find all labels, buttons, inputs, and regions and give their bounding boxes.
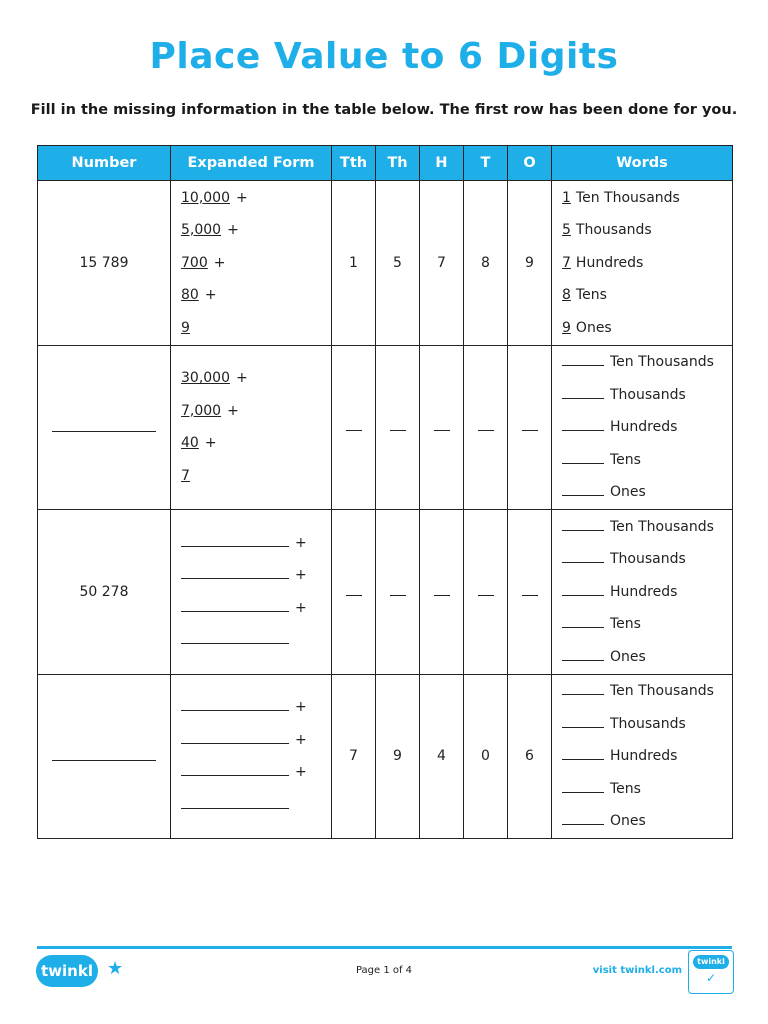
digit-blank[interactable] [390, 421, 406, 431]
words-blank[interactable] [562, 714, 604, 728]
words-line [562, 312, 732, 345]
digit-blank[interactable] [478, 421, 494, 431]
expanded-line [181, 427, 331, 460]
quality-badge [688, 950, 734, 994]
expanded-line [181, 789, 331, 822]
table-row [38, 674, 733, 839]
words-blank[interactable] [562, 681, 604, 695]
words-line [562, 379, 732, 412]
header-words: Words [552, 146, 733, 181]
header-thousands: Th [376, 146, 420, 181]
plus-sign: + [295, 731, 307, 748]
words-line [562, 346, 732, 379]
digit-value: 9 [525, 254, 534, 271]
digit-blank[interactable] [434, 421, 450, 431]
expanded-line [181, 460, 331, 493]
digit-value: 0 [481, 748, 490, 765]
digit-value: 4 [437, 748, 446, 765]
words-blank[interactable] [562, 482, 604, 496]
words-blank[interactable] [562, 450, 604, 464]
words-cell [552, 510, 733, 675]
words-digit: 7 [562, 254, 571, 271]
digit-cell-tens[interactable] [464, 345, 508, 510]
plus-sign: + [295, 567, 307, 584]
digit-blank[interactable] [478, 586, 494, 596]
words-label: Thousands [610, 386, 686, 403]
words-label: Ones [610, 813, 646, 829]
words-digit: 1 [562, 189, 571, 206]
expanded-value: 7,000 [181, 402, 222, 419]
visit-link[interactable]: visit twinkl.com [592, 965, 682, 976]
number-cell[interactable] [38, 345, 171, 510]
digit-cell-hundreds [420, 181, 464, 346]
check-icon: ✓ [705, 971, 717, 985]
digit-cell-ones[interactable] [508, 510, 552, 675]
words-digit: 8 [562, 287, 571, 303]
page-title: Place Value to 6 Digits [149, 36, 619, 77]
expanded-value: 9 [181, 319, 190, 336]
digit-cell-tens[interactable] [464, 510, 508, 675]
digit-blank[interactable] [434, 586, 450, 596]
expanded-line [181, 624, 331, 657]
words-line [562, 444, 732, 477]
badge-logo: twinkl [693, 955, 729, 969]
expanded-value: 40 [181, 435, 199, 452]
expanded-blank[interactable] [181, 596, 289, 612]
digit-cell-ones[interactable] [508, 345, 552, 510]
expanded-line [181, 182, 331, 215]
words-blank[interactable] [562, 385, 604, 399]
digit-cell-hundreds [420, 674, 464, 839]
expanded-line [181, 756, 331, 789]
digit-blank[interactable] [390, 586, 406, 596]
words-line [562, 411, 732, 444]
number-value: 50 278 [79, 583, 129, 600]
words-digit: 5 [562, 222, 571, 238]
header-expanded-form: Expanded Form [171, 146, 332, 181]
table-header-row [38, 146, 733, 181]
words-blank[interactable] [562, 352, 604, 366]
digit-blank[interactable] [522, 421, 538, 431]
words-line [562, 511, 732, 544]
words-blank[interactable] [562, 647, 604, 661]
table-row [38, 181, 733, 346]
words-line [562, 805, 732, 838]
number-value: 15 789 [79, 254, 129, 271]
number-blank[interactable] [52, 747, 156, 761]
expanded-line [181, 362, 331, 395]
plus-sign: + [204, 287, 217, 303]
words-line [562, 608, 732, 641]
words-blank[interactable] [562, 549, 604, 563]
words-line [562, 675, 732, 708]
header-ones: O [508, 146, 552, 181]
words-line [562, 543, 732, 576]
digit-cell-ten-thousands [332, 674, 376, 839]
words-cell [552, 345, 733, 510]
place-value-table [37, 145, 733, 839]
expanded-line [181, 724, 331, 757]
words-label: Ones [610, 484, 646, 500]
words-label: Ten Thousands [610, 518, 714, 535]
plus-sign: + [227, 222, 239, 238]
digit-cell-ten-thousands[interactable] [332, 510, 376, 675]
footer-divider [37, 946, 732, 949]
digit-cell-ten-thousands [332, 181, 376, 346]
words-blank[interactable] [562, 582, 604, 596]
digit-blank[interactable] [346, 421, 362, 431]
expanded-line [181, 247, 331, 280]
words-label: Tens [575, 287, 607, 303]
digit-value: 5 [393, 254, 402, 271]
words-label: Tens [610, 780, 641, 797]
words-blank[interactable] [562, 811, 604, 825]
number-cell [38, 510, 171, 675]
words-line [562, 773, 732, 806]
words-label: Ones [575, 319, 612, 336]
expanded-form-cell [171, 181, 332, 346]
digit-value: 6 [525, 748, 534, 765]
plus-sign: + [236, 370, 248, 387]
digit-cell-hundreds[interactable] [420, 345, 464, 510]
expanded-blank[interactable] [181, 760, 289, 776]
header-tens: T [464, 146, 508, 181]
expanded-line [181, 279, 331, 312]
expanded-value: 700 [181, 254, 208, 271]
words-line [562, 708, 732, 741]
table-row [38, 510, 733, 675]
words-line [562, 279, 732, 312]
words-label: Hundreds [610, 748, 678, 764]
expanded-form-cell [171, 674, 332, 839]
digit-value: 7 [349, 748, 358, 765]
digit-cell-thousands[interactable] [376, 345, 420, 510]
instructions: Fill in the missing information in the table below. The first row has been done for you. [30, 102, 738, 118]
words-label: Ones [610, 648, 646, 665]
digit-cell-thousands [376, 674, 420, 839]
words-line [562, 641, 732, 674]
table-body [38, 181, 733, 839]
words-label: Ten Thousands [610, 683, 714, 699]
plus-sign: + [236, 189, 248, 206]
words-line [562, 214, 732, 247]
words-line [562, 740, 732, 773]
words-label: Thousands [610, 715, 686, 732]
plus-sign: + [204, 435, 217, 452]
words-cell [552, 674, 733, 839]
digit-value: 7 [437, 254, 446, 271]
words-blank[interactable] [562, 779, 604, 793]
words-label: Hundreds [610, 583, 678, 600]
plus-sign: + [227, 402, 239, 419]
expanded-value: 80 [181, 287, 199, 303]
words-label: Thousands [610, 551, 686, 567]
expanded-blank[interactable] [181, 563, 289, 579]
number-cell[interactable] [38, 674, 171, 839]
words-label: Ten Thousands [610, 354, 714, 370]
expanded-blank[interactable] [181, 628, 289, 644]
expanded-value: 7 [181, 467, 190, 484]
digit-cell-hundreds[interactable] [420, 510, 464, 675]
expanded-blank[interactable] [181, 695, 289, 711]
number-cell [38, 181, 171, 346]
words-digit: 9 [562, 319, 571, 336]
digit-value: 9 [393, 748, 402, 765]
header-number: Number [38, 146, 171, 181]
words-label: Hundreds [610, 419, 678, 435]
digit-value: 1 [349, 254, 358, 271]
digit-cell-thousands[interactable] [376, 510, 420, 675]
words-label: Ten Thousands [575, 189, 680, 206]
plus-sign: + [213, 254, 226, 271]
words-blank[interactable] [562, 517, 604, 531]
words-label: Tens [610, 616, 641, 632]
digit-cell-ones [508, 674, 552, 839]
words-line [562, 576, 732, 609]
header-hundreds: H [420, 146, 464, 181]
expanded-line [181, 691, 331, 724]
words-line [562, 476, 732, 509]
plus-sign: + [295, 599, 307, 616]
expanded-value: 5,000 [181, 222, 222, 238]
words-blank[interactable] [562, 614, 604, 628]
plus-sign: + [295, 699, 307, 716]
expanded-line [181, 395, 331, 428]
words-cell [552, 181, 733, 346]
digit-value: 8 [481, 254, 490, 271]
words-label: Thousands [575, 222, 652, 238]
expanded-form-cell [171, 510, 332, 675]
expanded-line [181, 312, 331, 345]
digit-cell-thousands [376, 181, 420, 346]
words-line [562, 247, 732, 280]
expanded-line [181, 527, 331, 560]
table-row [38, 345, 733, 510]
page-number: Page 1 of 4 [355, 965, 413, 976]
expanded-value: 30,000 [181, 370, 230, 387]
digit-cell-tens [464, 181, 508, 346]
twinkl-logo: twinkl [36, 955, 98, 987]
expanded-blank[interactable] [181, 728, 289, 744]
star-icon: ★ [107, 958, 124, 979]
expanded-line [181, 592, 331, 625]
digit-cell-tens [464, 674, 508, 839]
words-blank[interactable] [562, 417, 604, 431]
words-label: Hundreds [575, 254, 644, 271]
words-blank[interactable] [562, 746, 604, 760]
digit-blank[interactable] [522, 586, 538, 596]
expanded-blank[interactable] [181, 793, 289, 809]
words-line [562, 182, 732, 215]
digit-cell-ten-thousands[interactable] [332, 345, 376, 510]
expanded-line [181, 559, 331, 592]
digit-blank[interactable] [346, 586, 362, 596]
digit-cell-ones [508, 181, 552, 346]
words-label: Tens [610, 451, 641, 468]
expanded-blank[interactable] [181, 531, 289, 547]
expanded-form-cell [171, 345, 332, 510]
expanded-line [181, 214, 331, 247]
plus-sign: + [295, 764, 307, 781]
plus-sign: + [295, 534, 307, 551]
number-blank[interactable] [52, 418, 156, 432]
header-ten-thousands: Tth [332, 146, 376, 181]
expanded-value: 10,000 [181, 189, 230, 206]
